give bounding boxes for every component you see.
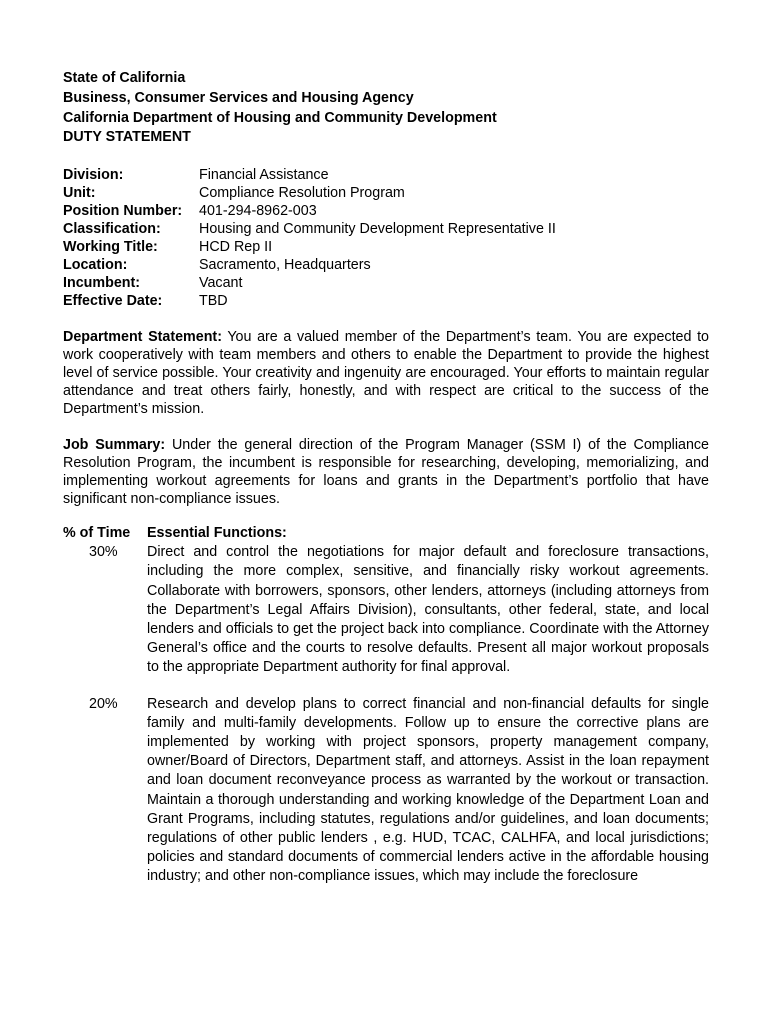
field-value: Housing and Community Development Representative II — [199, 221, 556, 238]
field-label: Unit: — [63, 185, 96, 202]
field-value: 401-294-8962-003 — [199, 203, 317, 220]
field-row-classification — [63, 220, 709, 238]
field-row-position-number — [63, 202, 709, 220]
document-header — [63, 69, 709, 148]
field-label: Effective Date: — [63, 293, 163, 310]
field-value: HCD Rep II — [199, 239, 273, 256]
field-row-effective-date — [63, 292, 709, 310]
field-label: Location: — [63, 257, 128, 274]
function-item — [63, 695, 709, 887]
field-label: Classification: — [63, 221, 161, 238]
field-label: Incumbent: — [63, 275, 141, 292]
department-statement-label: Department Statement: — [63, 329, 222, 346]
field-row-unit — [63, 184, 709, 202]
field-row-location — [63, 256, 709, 274]
field-row-incumbent — [63, 274, 709, 292]
department-statement-text: You are a valued member of the Department’s team. You are expected to work cooperatively with team members and others to enable the Department to provide the highest level of service possible. Your creativity and ingenuity are encouraged. Your efforts to maintain regular attendance and treat others fairly, honestly, and with respect are critical to the success of the Department’s mission. — [63, 329, 709, 418]
field-value: Financial Assistance — [199, 167, 329, 184]
field-label: Position Number: — [63, 203, 183, 220]
function-text: Direct and control the negotiations for major default and foreclosure transactions, including the more complex, sensitive, and financially risky workout agreements. Collaborate with borrowers, sponsors, other lenders, attorneys (including attorneys from the Department’s Legal Affairs Division), consultants, other federal, state, and local lenders and officials to get the project back into compliance. Coordinate with the Attorney General’s office and the courts to resolve defaults. Present all major workout proposals to the appropriate Department authority for final approval. — [147, 544, 709, 676]
field-value: Vacant — [199, 275, 243, 292]
function-text: Research and develop plans to correct financial and non-financial defaults for single family and multi-family developments. Follow up to ensure the corrective plans are implemented by working with project sponsors, property management company, owner/Board of Directors, Department staff, and attorneys. Assist in the loan repayment and loan document reconveyance process as warranted by the workout or transaction. Maintain a thorough understanding and working knowledge of the Department Loan and Grant Programs, including statutes, regulations and/or guidelines, and loan documents; regulations of other public lenders , e.g. HUD, TCAC, CALHFA, and local jurisdictions; policies and standard documents of commercial lenders active in the affordable housing industry; and other non-compliance issues, which may include the foreclosure — [147, 695, 709, 885]
header-department: California Department of Housing and Community Development — [63, 109, 497, 126]
time-header: % of Time — [63, 525, 131, 542]
header-agency: Business, Consumer Services and Housing Agency — [63, 89, 414, 106]
function-percent: 20% — [89, 695, 118, 712]
duty-statement-page — [63, 69, 709, 887]
job-summary-text: Under the general direction of the Program Manager (SSM I) of the Compliance Resolution Program, the incumbent is responsible for researching, developing, memorializing, and implementing workout agreements for loans and grants in the Department’s portfolio that have significant non-compliance issues. — [63, 437, 710, 508]
header-state: State of California — [63, 70, 186, 86]
job-summary — [63, 436, 709, 508]
position-fields — [63, 166, 709, 310]
header-title: DUTY STATEMENT — [63, 129, 191, 146]
function-item — [63, 543, 709, 677]
field-label: Working Title: — [63, 239, 158, 256]
field-value: Sacramento, Headquarters — [199, 257, 371, 274]
functions-header-row — [63, 524, 709, 543]
field-value: TBD — [199, 293, 228, 310]
function-percent: 30% — [89, 544, 118, 561]
field-value: Compliance Resolution Program — [199, 185, 405, 202]
field-row-working-title — [63, 238, 709, 256]
field-row-division — [63, 166, 709, 184]
department-statement — [63, 328, 709, 418]
functions-header: Essential Functions: — [147, 525, 287, 542]
job-summary-label: Job Summary: — [63, 437, 166, 454]
essential-functions — [63, 524, 709, 886]
field-label: Division: — [63, 167, 124, 184]
